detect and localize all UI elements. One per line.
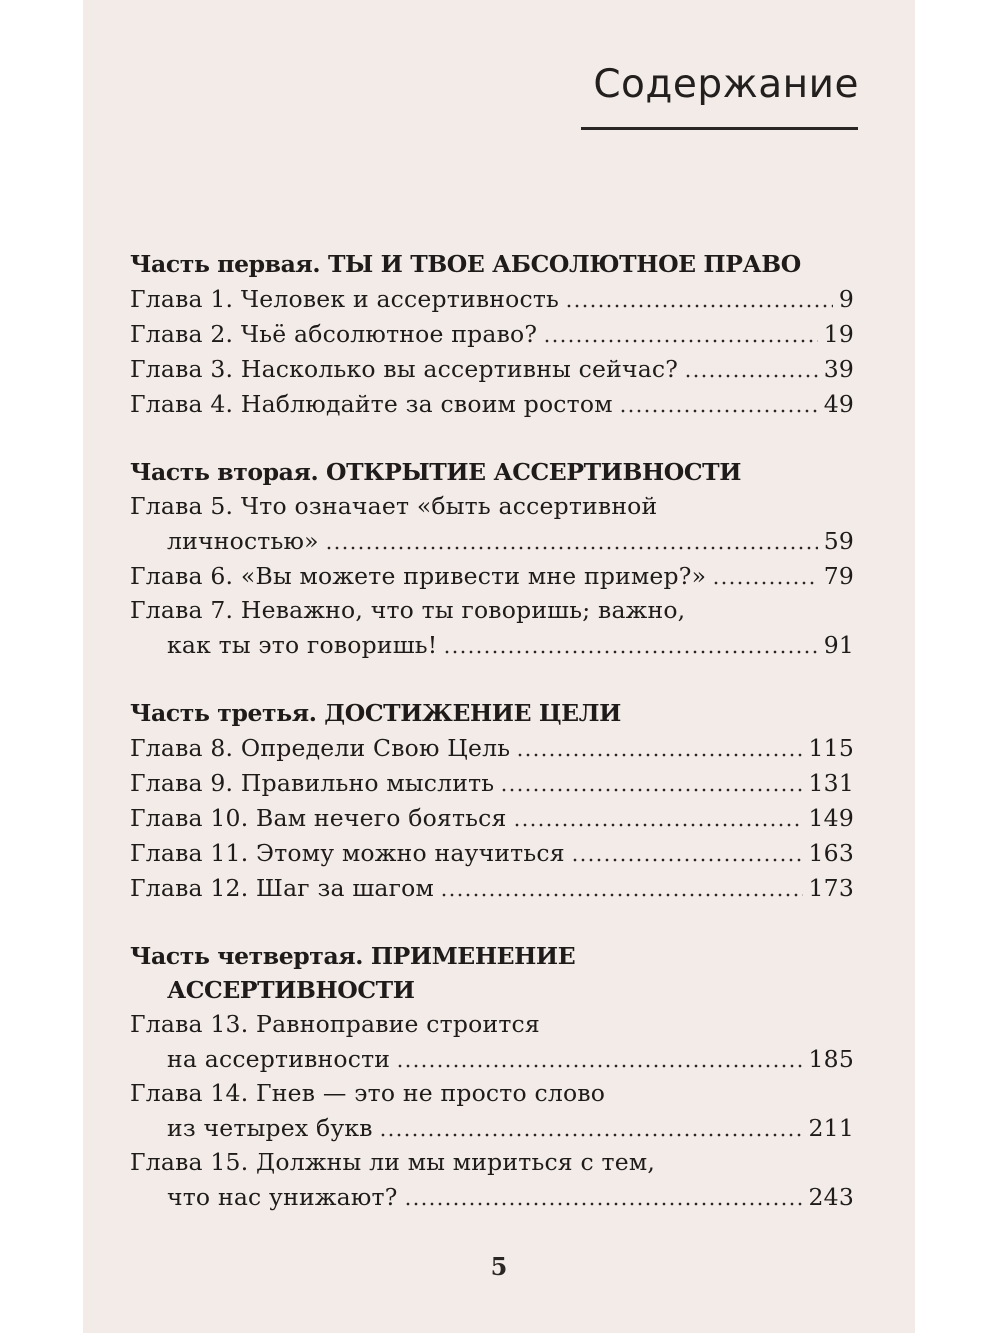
dot-leader <box>379 1112 803 1138</box>
toc-line <box>130 765 854 800</box>
part-heading <box>130 247 854 281</box>
section-gap <box>130 421 854 455</box>
dot-leader <box>684 353 818 379</box>
chapter-title: Глава 11. Этому можно научиться <box>130 839 565 867</box>
toc-entry[interactable] <box>130 489 854 558</box>
toc-entry[interactable] <box>130 351 854 386</box>
title-underline <box>581 127 858 130</box>
toc-line <box>130 800 854 835</box>
chapter-title: Глава 7. Неважно, что ты говоришь; важно, <box>130 596 686 624</box>
chapter-page-number: 173 <box>808 874 854 902</box>
part-heading <box>130 455 854 489</box>
toc-line <box>130 1179 854 1214</box>
dot-leader <box>565 283 833 309</box>
toc-entry[interactable] <box>130 835 854 870</box>
toc-line <box>130 870 854 905</box>
chapter-title: Глава 8. Определи Свою Цель <box>130 734 511 762</box>
dot-leader <box>443 629 817 655</box>
chapter-title-continued: что нас унижают? <box>167 1183 398 1211</box>
chapter-title: Глава 3. Насколько вы ассертивны сейчас? <box>130 355 679 383</box>
part-title: Часть первая. ТЫ И ТВОЕ АБСОЛЮТНОЕ ПРАВО <box>130 250 801 278</box>
dot-leader <box>513 802 803 828</box>
toc-line <box>130 351 854 386</box>
section-gap <box>130 662 854 696</box>
chapter-page-number: 115 <box>808 734 854 762</box>
chapter-title: Глава 2. Чьё абсолютное право? <box>130 320 538 348</box>
dot-leader <box>325 525 818 551</box>
toc-line <box>130 1110 854 1145</box>
chapter-title-continued: на ассертивности <box>167 1045 391 1073</box>
dot-leader <box>543 318 818 344</box>
toc-entry[interactable] <box>130 800 854 835</box>
chapter-page-number: 49 <box>823 390 854 418</box>
chapter-title: Глава 12. Шаг за шагом <box>130 874 434 902</box>
chapter-page-number: 185 <box>808 1045 854 1073</box>
chapter-title: Глава 13. Равноправие строится <box>130 1010 540 1038</box>
toc-line <box>130 730 854 765</box>
table-of-contents <box>130 247 854 1214</box>
dot-leader <box>516 732 802 758</box>
part-title: Часть вторая. ОТКРЫТИЕ АССЕРТИВНОСТИ <box>130 458 742 486</box>
toc-entry[interactable] <box>130 593 854 662</box>
toc-entry[interactable] <box>130 316 854 351</box>
toc-line <box>130 627 854 662</box>
toc-entry[interactable] <box>130 386 854 421</box>
toc-line <box>130 835 854 870</box>
toc-entry[interactable] <box>130 870 854 905</box>
toc-entry[interactable] <box>130 765 854 800</box>
chapter-page-number: 79 <box>823 562 854 590</box>
dot-leader <box>404 1181 803 1207</box>
toc-line <box>130 1041 854 1076</box>
part-title-continued: АССЕРТИВНОСТИ <box>167 976 415 1004</box>
part-heading <box>130 939 854 1007</box>
toc-line <box>130 558 854 593</box>
toc-line <box>130 316 854 351</box>
chapter-page-number: 91 <box>823 631 854 659</box>
chapter-title: Глава 10. Вам нечего бояться <box>130 804 507 832</box>
chapter-title: Глава 14. Гнев — это не просто слово <box>130 1079 606 1107</box>
chapter-title: Глава 6. «Вы можете привести мне пример?» <box>130 562 707 590</box>
dot-leader <box>619 388 818 414</box>
chapter-title-continued: как ты это говоришь! <box>167 631 438 659</box>
part-title: Часть третья. ДОСТИЖЕНИЕ ЦЕЛИ <box>130 699 621 727</box>
section-gap <box>130 905 854 939</box>
chapter-page-number: 131 <box>808 769 854 797</box>
toc-line <box>130 281 854 316</box>
part-title: Часть четвертая. ПРИМЕНЕНИЕ <box>130 942 576 970</box>
toc-entry[interactable] <box>130 558 854 593</box>
page-number: 5 <box>490 1252 508 1281</box>
toc-entry[interactable] <box>130 281 854 316</box>
chapter-title: Глава 1. Человек и ассертивность <box>130 285 560 313</box>
toc-entry[interactable] <box>130 1007 854 1076</box>
chapter-title-continued: из четырех букв <box>167 1114 373 1142</box>
dot-leader <box>500 767 802 793</box>
chapter-page-number: 163 <box>808 839 854 867</box>
chapter-title: Глава 15. Должны ли мы мириться с тем, <box>130 1148 655 1176</box>
chapter-title-continued: личностью» <box>167 527 319 555</box>
toc-line <box>130 523 854 558</box>
chapter-title: Глава 5. Что означает «быть ассертивной <box>130 492 658 520</box>
chapter-page-number: 211 <box>808 1114 854 1142</box>
part-heading <box>130 696 854 730</box>
toc-line <box>130 386 854 421</box>
dot-leader <box>396 1043 802 1069</box>
chapter-page-number: 39 <box>823 355 854 383</box>
chapter-page-number: 9 <box>838 285 854 313</box>
page-title: Содержание <box>593 62 859 107</box>
book-page <box>83 0 915 1333</box>
chapter-page-number: 59 <box>823 527 854 555</box>
dot-leader <box>440 872 803 898</box>
chapter-title: Глава 9. Правильно мыслить <box>130 769 495 797</box>
dot-leader <box>571 837 803 863</box>
chapter-page-number: 149 <box>808 804 854 832</box>
chapter-page-number: 243 <box>808 1183 854 1211</box>
chapter-page-number: 19 <box>823 320 854 348</box>
toc-entry[interactable] <box>130 730 854 765</box>
toc-entry[interactable] <box>130 1076 854 1145</box>
dot-leader <box>712 560 818 586</box>
chapter-title: Глава 4. Наблюдайте за своим ростом <box>130 390 613 418</box>
toc-entry[interactable] <box>130 1145 854 1214</box>
